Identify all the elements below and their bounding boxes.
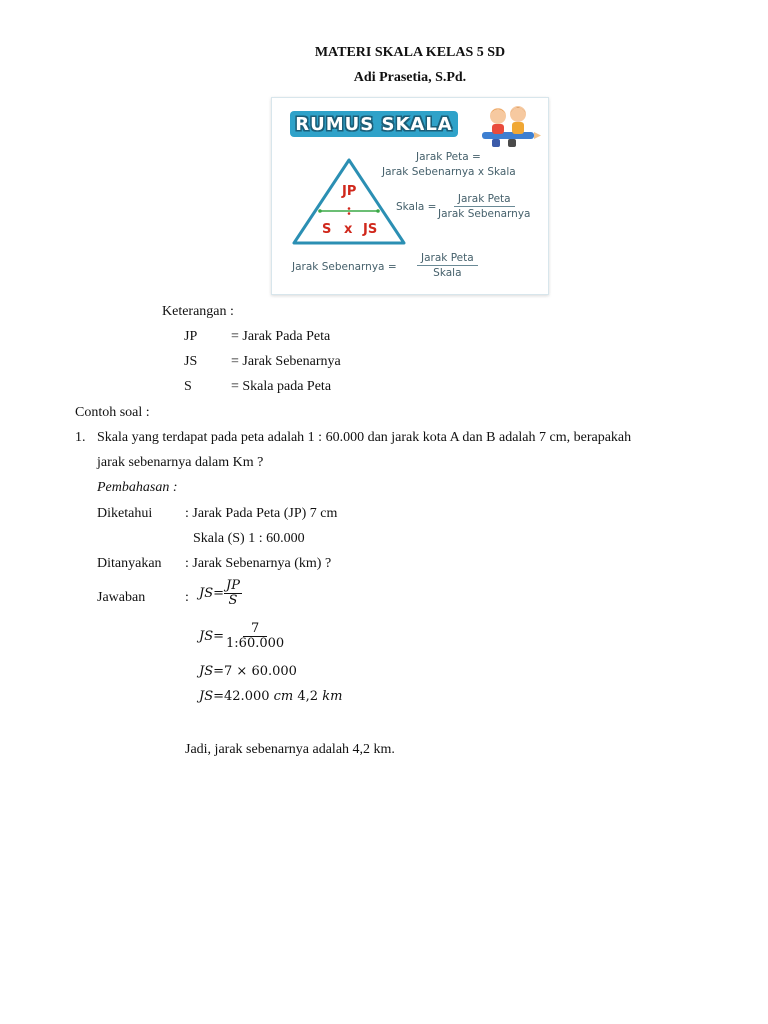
equation-2-numerator: 7: [243, 622, 267, 637]
kids-illustration-icon: [478, 102, 542, 154]
question-line-2: jarak sebenarnya dalam Km ?: [97, 455, 264, 470]
keterangan-desc-js: = Jarak Sebenarnya: [231, 354, 341, 369]
formula-jarak-peta-line1: Jarak Peta =: [416, 151, 481, 163]
ditanyakan-value: : Jarak Sebenarnya (km) ?: [185, 556, 332, 571]
conclusion-text: Jadi, jarak sebenarnya adalah 4,2 km.: [185, 742, 395, 757]
formula-jarak-sebenarnya-label: Jarak Sebenarnya =: [292, 261, 397, 273]
ditanyakan-label: Ditanyakan: [97, 556, 162, 571]
equation-4-unit-cm: cm: [273, 689, 294, 704]
triangle-js-label: JS: [363, 222, 378, 237]
formula-skala-denominator: Jarak Sebenarnya: [438, 208, 531, 220]
keterangan-desc-s: = Skala pada Peta: [231, 379, 332, 394]
keterangan-desc-jp: = Jarak Pada Peta: [231, 329, 331, 344]
equation-3: [199, 664, 297, 679]
equation-1-denominator: S: [228, 593, 238, 608]
equation-2-denominator: 1:60.000: [226, 636, 285, 651]
equation-2-lhs: JS=: [199, 629, 225, 644]
jawaban-label: Jawaban: [97, 590, 146, 605]
triangle-times-label: x: [344, 222, 353, 237]
formula-skala-numerator: Jarak Peta: [454, 193, 515, 207]
formula-jarak-sebenarnya-fraction: [417, 252, 478, 279]
contoh-soal-heading: Contoh soal :: [75, 405, 150, 420]
question-line-1: Skala yang terdapat pada peta adalah 1 : 60.000 dan jarak kota A dan B adalah 7 cm, berapakah: [97, 430, 632, 445]
equation-1-lhs: JS=: [199, 586, 225, 601]
question-number: 1.: [75, 430, 86, 445]
formula-js-denominator: Skala: [433, 267, 462, 279]
diketahui-value-1: : Jarak Pada Peta (JP) 7 cm: [185, 506, 338, 521]
rumus-skala-infographic: [271, 97, 549, 295]
keterangan-abbr-jp: JP: [184, 329, 198, 344]
triangle-s-label: S: [322, 222, 332, 237]
equation-3-rhs: 7 × 60.000: [224, 664, 297, 679]
keterangan-heading: Keterangan :: [162, 304, 234, 319]
formula-js-numerator: Jarak Peta: [417, 252, 478, 266]
equation-4-lhs: JS=: [199, 689, 225, 704]
equation-2: [199, 622, 286, 651]
keterangan-abbr-js: JS: [184, 354, 198, 369]
equation-1-numerator: JP: [226, 578, 240, 593]
diketahui-value-2: Skala (S) 1 : 60.000: [193, 531, 305, 546]
page-title: MATERI SKALA KELAS 5 SD: [314, 45, 506, 60]
rumus-skala-banner: [290, 111, 458, 137]
pembahasan-heading: Pembahasan :: [97, 480, 178, 495]
formula-jarak-peta-line2: Jarak Sebenarnya x Skala: [382, 166, 516, 178]
equation-1: [199, 579, 242, 608]
equation-4-value-km: 4,2: [297, 689, 319, 704]
formula-skala-label: Skala =: [396, 201, 437, 213]
equation-4-unit-km: km: [322, 689, 343, 704]
author-name: Adi Prasetia, S.Pd.: [353, 70, 467, 85]
banner-text: RUMUS SKALA: [295, 113, 453, 135]
equation-4: [199, 689, 342, 704]
jawaban-colon: :: [185, 590, 189, 605]
triangle-jp-label: JP: [342, 184, 357, 199]
equation-4-value: 42.000: [224, 689, 270, 704]
formula-skala-fraction: [438, 193, 530, 220]
equation-3-lhs: JS=: [199, 664, 225, 679]
keterangan-abbr-s: S: [184, 379, 192, 394]
diketahui-label: Diketahui: [97, 506, 153, 521]
